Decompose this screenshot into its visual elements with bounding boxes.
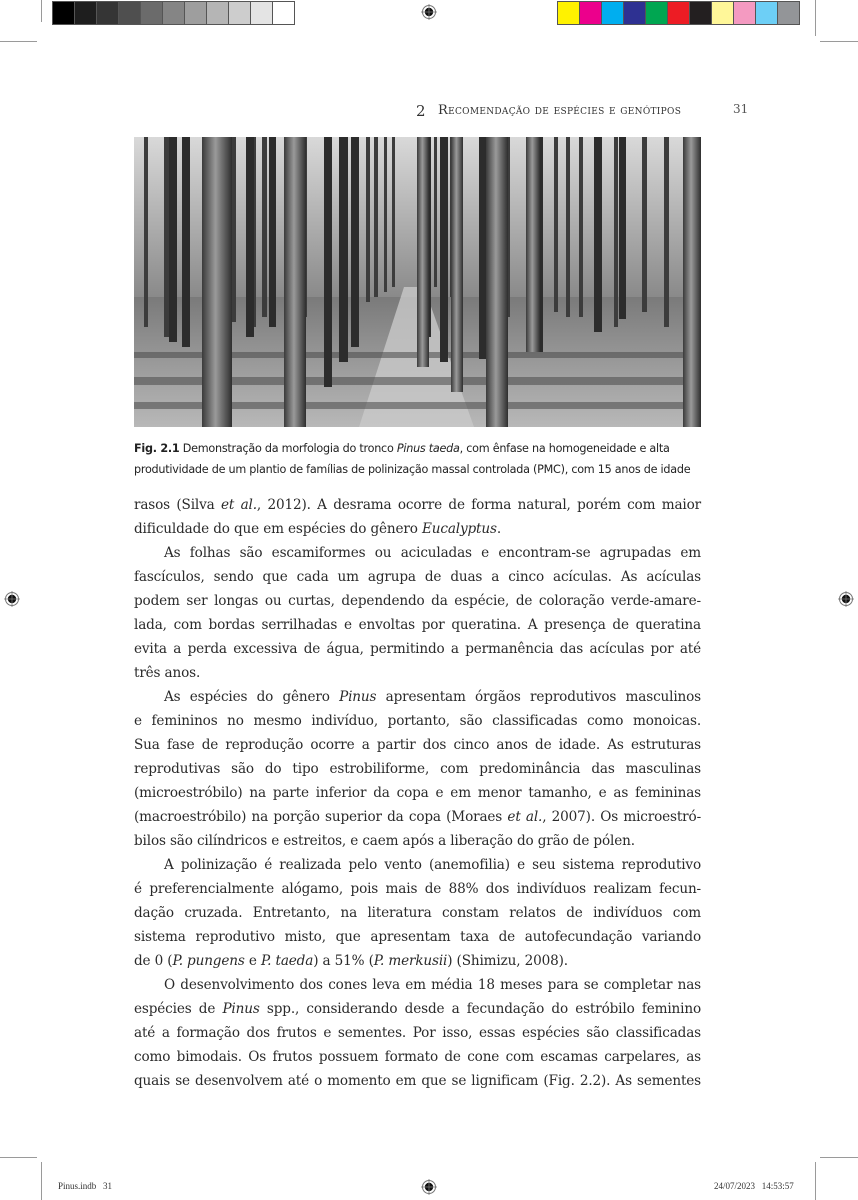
gray-swatch [75,2,96,24]
paragraph-4 [134,853,701,973]
color-swatch [778,2,799,24]
text-line: podem ser longas ou curtas, dependendo da espécie, de coloração verde-amare- [134,593,701,609]
color-swatch [756,2,777,24]
crop-mark-top-right-vertical [815,0,816,36]
crop-mark-top-right-horizontal [820,41,858,42]
text-line: espécies de Pinus spp., considerando desde a fecundação do estróbilo feminino [134,1001,701,1017]
text-line: A polinização é realizada pelo vento (anemofilia) e seu sistema reprodutivo [164,857,701,873]
gray-swatch [141,2,162,24]
page-number: 31 [733,102,749,116]
forest-photo [134,137,701,427]
caption-line-1 [134,438,714,459]
text-line: rasos (Silva et al., 2012). A desrama ocorre de forma natural, porém com maior [134,497,701,513]
text-line: (macroestróbilo) na porção superior da copa (Moraes et al., 2007). Os microestró- [134,809,702,825]
crop-mark-top-left-horizontal [0,41,37,42]
grayscale-color-bar [52,1,295,25]
text-line: como bimodais. Os frutos possuem formato de cone com escamas carpelares, as [134,1049,701,1065]
gray-swatch [251,2,272,24]
caption-text: Demonstração da morfologia do tronco [179,442,397,455]
text-line: é preferencialmente alógamo, pois mais de 88% dos indivíduos realizam fecun- [134,881,701,897]
paragraph-5 [134,973,701,1093]
color-swatch [624,2,645,24]
color-swatch [734,2,755,24]
text-line: três anos. [134,665,201,681]
crop-mark-top-left-vertical [41,0,42,22]
crop-mark-bottom-right-vertical [815,1162,816,1200]
text-line: fascículos, sendo que cada um agrupa de duas a cinco acículas. As acículas [134,569,701,585]
text-line: As folhas são escamiformes ou aciculadas e encontram-se agrupadas em [164,545,701,561]
color-swatch [668,2,689,24]
text-line: Sua fase de reprodução ocorre a partir dos cinco anos de idade. As estruturas [134,737,701,753]
slug-date: 24/07/2023 [714,1181,756,1191]
gray-swatch [163,2,184,24]
running-header [410,102,750,122]
text-line: dificuldade do que em espécies do gênero Eucalyptus. [134,521,501,537]
gray-swatch [229,2,250,24]
slug-time: 14:53:57 [761,1181,794,1191]
color-swatch [558,2,579,24]
cmyk-color-bar [557,1,800,25]
text-line: reprodutivas são do tipo estrobiliforme, com predominância das masculinas [134,761,701,777]
crop-mark-bottom-right-horizontal [820,1157,858,1158]
crop-mark-bottom-left-vertical [41,1162,42,1200]
text-line: sistema reprodutivo misto, que apresentam taxa de autofecundação variando [134,929,701,945]
slug-timestamp [714,1181,794,1191]
gray-swatch [207,2,228,24]
paragraph-3 [134,685,701,853]
registration-mark-bottom-icon [421,1179,437,1195]
text-line: evita a perda excessiva de água, permitindo a permanência das acículas por até [134,641,701,657]
gray-swatch [119,2,140,24]
text-line: (microestróbilo) na parte inferior da copa e em menor tamanho, e as femininas [134,785,701,801]
text-line: dação cruzada. Entretanto, na literatura constam relatos de indivíduos com [134,905,701,921]
caption-text: , com ênfase na homogeneidade e alta [459,442,670,455]
paragraph-2 [134,541,701,685]
gray-swatch [97,2,118,24]
color-swatch [646,2,667,24]
text-line: bilos são cilíndricos e estreitos, e caem após a liberação do grão de pólen. [134,833,635,849]
text-line: e femininos no mesmo indivíduo, portanto, são classificadas como monoicas. [134,713,701,729]
crop-mark-bottom-left-horizontal [0,1157,37,1158]
gray-swatch [273,2,294,24]
color-swatch [712,2,733,24]
color-swatch [580,2,601,24]
registration-mark-left-icon [4,591,20,607]
caption-species: Pinus taeda [396,442,460,455]
body-text [134,493,701,1093]
chapter-number: 2 [416,102,426,120]
text-line: O desenvolvimento dos cones leva em média 18 meses para se completar nas [164,977,701,993]
text-line: lada, com bordas serrilhadas e envoltas por queratina. A presença de queratina [134,617,701,633]
chapter-title: Recomendação de espécies e genótipos [438,103,682,118]
slug-filename: Pinus.indb 31 [58,1181,113,1191]
text-line: quais se desenvolvem até o momento em que se lignificam (Fig. 2.2). As sementes [134,1073,701,1089]
paragraph-1 [134,493,701,541]
text-line: de 0 (P. pungens e P. taeda) a 51% (P. merkusii) (Shimizu, 2008). [134,953,568,969]
caption-line-2: produtividade de um plantio de famílias de polinização massal controlada (PMC), com 15 anos de idade [134,463,691,476]
color-swatch [602,2,623,24]
figure-caption [134,438,714,480]
pine-forest-image-icon [134,137,701,427]
registration-mark-top-icon [421,4,437,20]
text-line: até a formação dos frutos e sementes. Por isso, essas espécies são classificadas [134,1025,701,1041]
gray-swatch [53,2,74,24]
color-swatch [690,2,711,24]
text-line: As espécies do gênero Pinus apresentam órgãos reprodutivos masculinos [164,689,701,705]
registration-mark-right-icon [838,591,854,607]
caption-label: Fig. 2.1 [134,442,180,455]
gray-swatch [185,2,206,24]
